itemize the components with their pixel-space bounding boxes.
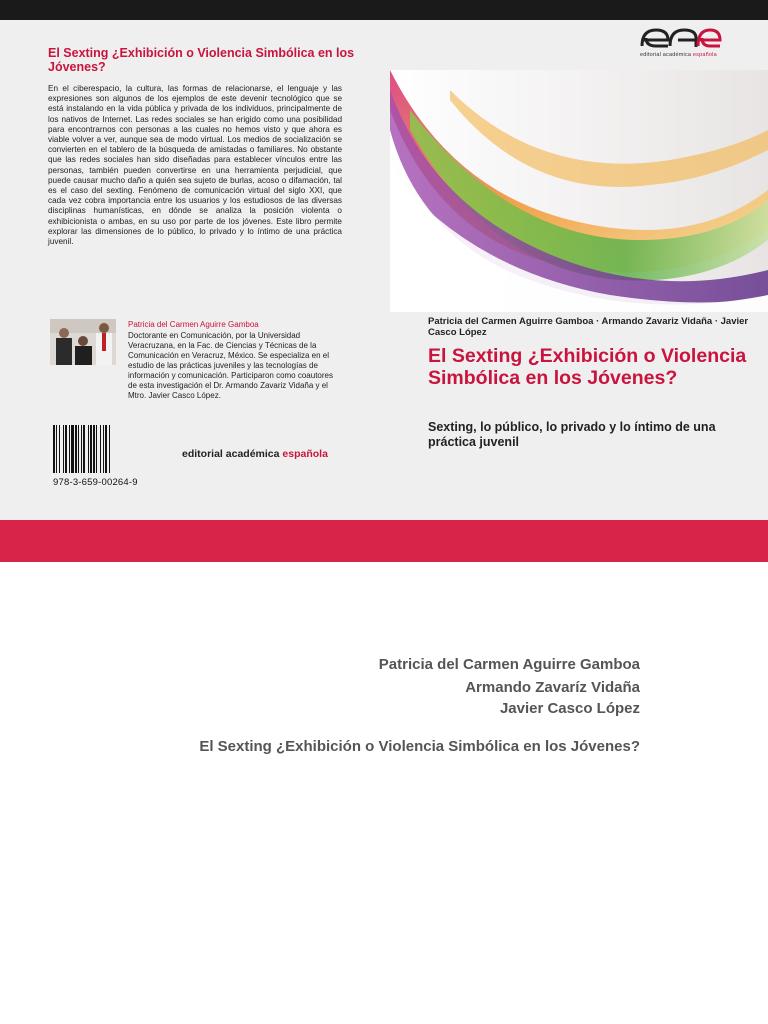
front-title: El Sexting ¿Exhibición o Violencia Simbólica en los Jóvenes?: [428, 345, 747, 389]
logo-text: [640, 52, 717, 58]
title-page-author-3: Javier Casco López: [499, 700, 640, 717]
front-authors: Patricia del Carmen Aguirre Gamboa · Armando Zavariz Vidaña · Javier Casco López: [428, 316, 749, 338]
top-bar: [0, 0, 768, 20]
front-subtitle: Sexting, lo público, lo privado y lo íntimo de una práctica juvenil: [428, 420, 716, 449]
title-page-author-1: Patricia del Carmen Aguirre Gamboa: [378, 656, 640, 673]
author-photo-image: [50, 319, 116, 365]
publisher-name-prefix: editorial académica: [182, 448, 283, 460]
title-page-title: El Sexting ¿Exhibición o Violencia Simbólica en los Jóvenes?: [199, 738, 640, 755]
author-photo: [50, 319, 116, 365]
red-band: [0, 520, 768, 562]
back-cover-title: El Sexting ¿Exhibición o Violencia Simbólica en los Jóvenes?: [48, 46, 355, 74]
isbn: 978-3-659-00264-9: [53, 477, 138, 488]
author-name: Patricia del Carmen Aguirre Gamboa: [128, 320, 259, 329]
title-page-author-2: Armando Zavaríz Vidaña: [465, 679, 640, 696]
author-bio: Doctorante en Comunicación, por la Universidad Veracruzana, en la Fac. de Ciencias y Técnicas de la Comunicación en Veracruz, México. Se especializa en el estudio de las prácticas juveniles y las tecnologías de información y comunicación. Participaron como coautores de esta investigación el Dr. Armando Zavariz Vidaña y el Mtro. Javier Casco López.: [128, 331, 333, 400]
barcode: [53, 425, 133, 473]
publisher-name-suffix: española: [282, 448, 328, 460]
logo-text-prefix: editorial académica: [640, 52, 693, 58]
logo-text-suffix: española: [692, 52, 717, 58]
publisher-name: [182, 448, 328, 460]
abstract-wave-art: [390, 70, 768, 312]
back-cover-blurb: En el ciberespacio, la cultura, las formas de relacionarse, el lenguaje y las expresiones son algunos de los ejemplos de este devenir tecnológico que se está instalando en la vida pública y privada de los individuos, principalmente de los nativos de Internet. Las redes sociales se han erigido como una posibilidad para encontrarnos con personas a las cuales no hemos visto y que ahora es viable volver a ver, aunque sea de modo virtual. Los medios de socialización se convierten en el tablero de la búsqueda de amistadas o familiares. No obstante que las redes sociales han sido diseñadas para establecer vínculos entre las personas, también pueden convertirse en una herramienta perjudicial, que puede causar mucho daño a quién sea sujeto de burlas, acoso o difamación, tal es el caso del sexting. Fenómeno de comunicación virtual del siglo XXI, que cada vez cobra importancia entre los usuarios y los estudiosos de las diversas disciplinas humanísticas, en dónde se analiza la posición violenta o exhibicionista o ambas, en su uso por parte de los jóvenes. Este libro permite explorar las dimensiones de lo público, lo privado y lo íntimo de una práctica juvenil.: [48, 84, 342, 247]
